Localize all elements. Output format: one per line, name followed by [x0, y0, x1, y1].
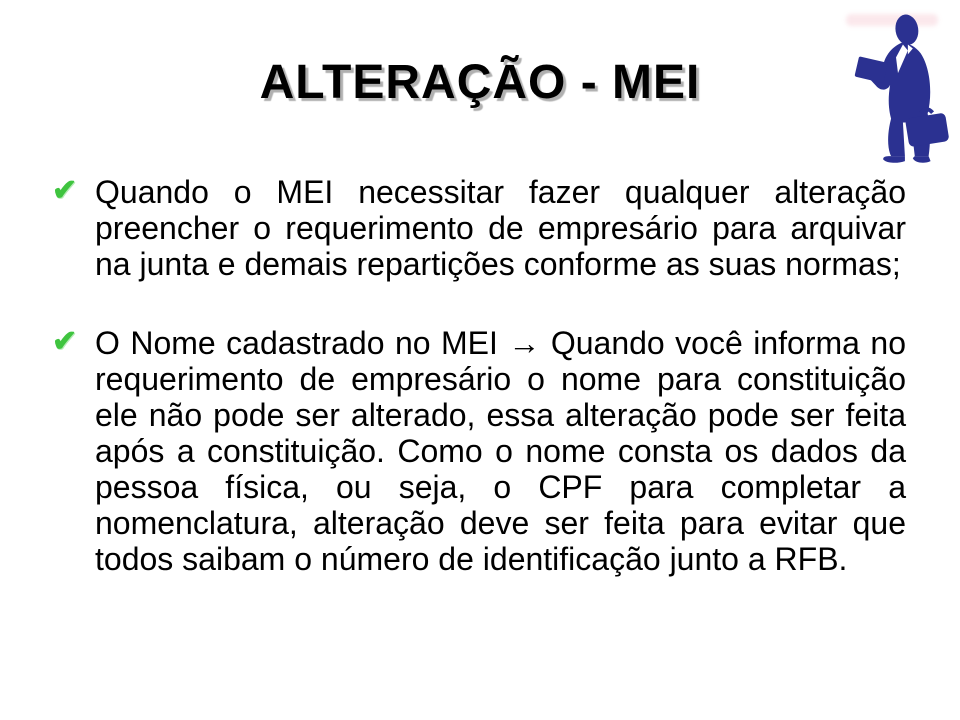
check-icon: ✔: [52, 325, 78, 358]
bullet-list: [48, 174, 906, 620]
bullet-item-2: [48, 325, 906, 577]
bullet-text-2: O Nome cadastrado no MEI → Quando você informa no requerimento de empresário o nome para constituição ele não pode ser alterado, essa alteração pode ser feita após a constituição. Como o nome consta os dados da pessoa física, ou seja, o CPF para completar a nomenclatura, alteração deve ser feita para evitar que todos saibam o número de identificação junto a RFB.: [95, 325, 906, 577]
bullet-text-1: Quando o MEI necessitar fazer qualquer alteração preencher o requerimento de empresário para arquivar na junta e demais repartições conforme as suas normas;: [95, 174, 906, 282]
bullet-item-1: [48, 174, 906, 282]
slide-title: ALTERAÇÃO - MEI: [259, 56, 701, 109]
businessman-clipart-icon: [845, 8, 950, 166]
check-icon: ✔: [52, 174, 78, 207]
